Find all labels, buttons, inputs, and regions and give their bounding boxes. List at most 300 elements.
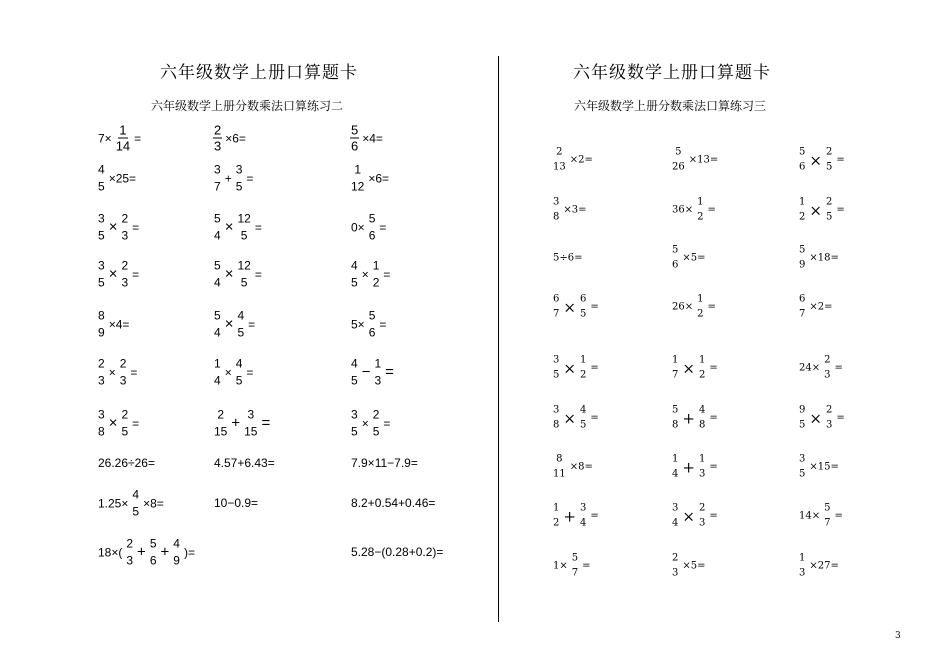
fraction bbox=[97, 213, 106, 242]
denominator: 5 bbox=[351, 424, 358, 439]
denominator: 5 bbox=[579, 308, 587, 320]
denominator: 7 bbox=[824, 517, 831, 529]
fraction bbox=[552, 148, 567, 173]
denominator: 15 bbox=[214, 424, 228, 439]
fraction bbox=[671, 406, 679, 431]
expression-text: 7.9×11−7.9= bbox=[351, 456, 418, 470]
numerator: 4 bbox=[351, 258, 358, 273]
problem-l-r3-c2 bbox=[212, 213, 264, 242]
problem-r-r8-c1 bbox=[551, 504, 601, 529]
numerator: 3 bbox=[579, 502, 587, 514]
denominator: 5 bbox=[132, 504, 140, 519]
expression-text: 5× bbox=[351, 317, 365, 331]
problem-r-r1-c2 bbox=[670, 148, 720, 173]
expression-text: = bbox=[590, 412, 599, 424]
problem-r-r3-c3 bbox=[797, 246, 841, 271]
problem-l-r8-c3 bbox=[349, 456, 420, 470]
denominator: 9 bbox=[98, 325, 105, 340]
numerator: 5 bbox=[675, 146, 682, 158]
expression-text: × bbox=[809, 201, 822, 219]
problem-r-r4-c2 bbox=[670, 295, 718, 320]
fraction bbox=[235, 358, 244, 387]
denominator: 5 bbox=[235, 179, 243, 194]
denominator: 5 bbox=[235, 373, 243, 388]
fraction bbox=[671, 455, 679, 480]
fraction bbox=[825, 406, 833, 431]
expression-text: 14× bbox=[799, 510, 821, 522]
problem-r-r1-c3 bbox=[797, 148, 847, 173]
denominator: 3 bbox=[121, 228, 129, 243]
denominator: 5 bbox=[579, 419, 587, 431]
fraction bbox=[552, 455, 567, 480]
numerator: 5 bbox=[571, 552, 579, 564]
expression-text: = bbox=[836, 204, 845, 216]
fraction bbox=[368, 213, 377, 242]
expression-text: × bbox=[108, 365, 116, 379]
numerator: 2 bbox=[98, 356, 105, 371]
fraction bbox=[671, 356, 679, 381]
numerator: 1 bbox=[697, 293, 704, 305]
denominator: 3 bbox=[698, 468, 706, 480]
numerator: 1 bbox=[697, 196, 704, 208]
numerator: 6 bbox=[579, 293, 587, 305]
denominator: 4 bbox=[214, 228, 221, 243]
numerator: 4 bbox=[351, 356, 358, 371]
numerator: 2 bbox=[556, 146, 563, 158]
denominator: 8 bbox=[698, 419, 706, 431]
expression-text: 5.28−(0.28+0.2)= bbox=[351, 545, 444, 559]
problem-r-r4-c3 bbox=[797, 295, 835, 320]
denominator: 8 bbox=[553, 211, 560, 223]
denominator: 8 bbox=[672, 419, 679, 431]
problem-l-r8-c2 bbox=[212, 456, 277, 470]
expression-text: )= bbox=[183, 545, 195, 559]
expression-text: 26.26÷26= bbox=[98, 456, 155, 470]
expression-text: 0× bbox=[351, 220, 365, 234]
expression-text: ×8= bbox=[143, 496, 164, 510]
expression-text: 1.25× bbox=[98, 496, 129, 510]
denominator: 4 bbox=[579, 517, 587, 529]
expression-text: = bbox=[836, 412, 845, 424]
numerator: 5 bbox=[799, 146, 806, 158]
fraction bbox=[798, 295, 806, 320]
numerator: 2 bbox=[698, 502, 706, 514]
problem-r-r5-c3 bbox=[797, 356, 845, 381]
denominator: 9 bbox=[173, 553, 180, 568]
numerator: 2 bbox=[825, 404, 833, 416]
problem-l-r3-c3 bbox=[349, 213, 388, 242]
numerator: 1 bbox=[214, 356, 221, 371]
expression-text: ×13= bbox=[688, 154, 719, 166]
denominator: 3 bbox=[799, 567, 806, 579]
expression-text: × bbox=[224, 265, 234, 283]
expression-text: × bbox=[809, 151, 822, 169]
fraction bbox=[571, 554, 579, 579]
fraction bbox=[236, 260, 251, 289]
numerator: 9 bbox=[799, 404, 806, 416]
problem-l-r2-c3 bbox=[349, 164, 391, 193]
fraction bbox=[798, 148, 806, 173]
denominator: 4 bbox=[672, 517, 679, 529]
fraction bbox=[698, 356, 706, 381]
expression-text: = bbox=[707, 301, 716, 313]
denominator: 5 bbox=[553, 369, 560, 381]
expression-text: = bbox=[261, 414, 271, 432]
fraction bbox=[213, 213, 222, 242]
numerator: 5 bbox=[799, 244, 806, 256]
fraction bbox=[552, 295, 560, 320]
problem-l-r4-c1 bbox=[96, 260, 141, 289]
numerator: 2 bbox=[121, 211, 129, 226]
expression-text: = bbox=[709, 510, 718, 522]
denominator: 6 bbox=[368, 228, 376, 243]
denominator: 7 bbox=[799, 308, 806, 320]
left-page-subtitle: 六年级数学上册分数乘法口算练习二 bbox=[151, 99, 344, 113]
expression-text: ×18= bbox=[809, 252, 839, 264]
problem-r-r9-c1 bbox=[551, 554, 593, 579]
problem-l-r5-c1 bbox=[96, 310, 131, 339]
denominator: 3 bbox=[698, 517, 706, 529]
expression-text: = bbox=[709, 461, 718, 473]
numerator: 1 bbox=[374, 356, 382, 371]
denominator: 7 bbox=[672, 369, 679, 381]
numerator: 1 bbox=[698, 453, 706, 465]
problem-l-r6-c2 bbox=[212, 358, 255, 387]
expression-text: 24× bbox=[799, 362, 821, 374]
problem-l-r10-c3 bbox=[349, 545, 445, 559]
fraction bbox=[350, 358, 359, 387]
denominator: 4 bbox=[214, 325, 221, 340]
fraction bbox=[120, 409, 129, 438]
problem-r-r2-c1 bbox=[551, 198, 589, 223]
numerator: 12 bbox=[237, 211, 251, 226]
problem-l-r1-c3 bbox=[349, 124, 385, 153]
fraction bbox=[825, 148, 833, 173]
expression-text: × bbox=[224, 365, 232, 379]
expression-text: ×2= bbox=[569, 154, 593, 166]
expression-text: = bbox=[836, 154, 845, 166]
numerator: 4 bbox=[235, 356, 243, 371]
problem-r-r7-c3 bbox=[797, 455, 841, 480]
fraction bbox=[579, 504, 587, 529]
problem-r-r9-c2 bbox=[670, 554, 708, 579]
fraction bbox=[579, 356, 587, 381]
problem-l-r8-c1 bbox=[96, 456, 157, 470]
expression-text: + bbox=[682, 409, 695, 427]
expression-text: + bbox=[160, 543, 170, 561]
denominator: 3 bbox=[824, 369, 831, 381]
fraction bbox=[149, 538, 158, 567]
fraction bbox=[798, 455, 806, 480]
numerator: 5 bbox=[214, 211, 221, 226]
expression-text: ×27= bbox=[809, 560, 839, 572]
denominator: 6 bbox=[368, 325, 376, 340]
expression-text: ×25= bbox=[108, 171, 137, 185]
expression-text: + bbox=[224, 171, 232, 185]
problem-l-r7-c3 bbox=[349, 409, 392, 438]
problem-l-r5-c2 bbox=[212, 310, 257, 339]
denominator: 5 bbox=[98, 275, 105, 290]
fraction bbox=[243, 409, 258, 438]
numerator: 2 bbox=[126, 536, 134, 551]
numerator: 3 bbox=[214, 162, 221, 177]
fraction bbox=[373, 358, 382, 387]
numerator: 1 bbox=[553, 502, 560, 514]
denominator: 2 bbox=[697, 308, 704, 320]
numerator: 1 bbox=[672, 453, 679, 465]
expression-text: × bbox=[809, 409, 822, 427]
denominator: 4 bbox=[214, 373, 221, 388]
problem-l-r9-c3 bbox=[349, 496, 437, 510]
fraction bbox=[115, 124, 131, 153]
numerator: 4 bbox=[98, 162, 105, 177]
numerator: 1 bbox=[672, 354, 679, 366]
denominator: 7 bbox=[571, 567, 579, 579]
expression-text: ×15= bbox=[809, 461, 839, 473]
denominator: 2 bbox=[698, 369, 706, 381]
numerator: 5 bbox=[672, 404, 679, 416]
expression-text: = bbox=[379, 317, 387, 331]
numerator: 12 bbox=[237, 258, 251, 273]
numerator: 2 bbox=[372, 407, 380, 422]
problem-r-r2-c2 bbox=[670, 198, 718, 223]
problem-r-r3-c2 bbox=[670, 246, 708, 271]
numerator: 5 bbox=[824, 502, 831, 514]
denominator: 6 bbox=[799, 161, 806, 173]
fraction bbox=[368, 310, 377, 339]
denominator: 5 bbox=[240, 275, 248, 290]
expression-text: = bbox=[246, 171, 254, 185]
expression-text: = bbox=[834, 362, 843, 374]
expression-text: = bbox=[590, 510, 599, 522]
expression-text: 36× bbox=[672, 204, 694, 216]
expression-text: × bbox=[361, 267, 369, 281]
fraction bbox=[236, 310, 245, 339]
expression-text: ×5= bbox=[682, 252, 706, 264]
denominator: 3 bbox=[374, 373, 382, 388]
denominator: 3 bbox=[121, 275, 129, 290]
problem-l-r5-c3 bbox=[349, 310, 388, 339]
fraction bbox=[825, 198, 833, 223]
numerator: 1 bbox=[799, 196, 806, 208]
expression-text: 8.2+0.54+0.46= bbox=[351, 496, 436, 510]
fraction bbox=[213, 409, 228, 438]
denominator: 14 bbox=[115, 138, 131, 154]
denominator: 13 bbox=[553, 161, 566, 173]
denominator: 5 bbox=[351, 275, 358, 290]
expression-text: = bbox=[383, 416, 391, 430]
numerator: 2 bbox=[217, 407, 225, 422]
expression-text: = bbox=[383, 267, 391, 281]
denominator: 8 bbox=[98, 424, 105, 439]
expression-text: = bbox=[590, 301, 599, 313]
fraction bbox=[120, 260, 129, 289]
fraction bbox=[671, 246, 679, 271]
expression-text: = bbox=[254, 220, 262, 234]
fraction bbox=[552, 406, 560, 431]
problem-l-r4-c2 bbox=[212, 260, 264, 289]
expression-text: = bbox=[246, 365, 254, 379]
denominator: 3 bbox=[126, 553, 134, 568]
denominator: 4 bbox=[672, 468, 679, 480]
numerator: 5 bbox=[368, 211, 376, 226]
expression-text: ×2= bbox=[809, 301, 833, 313]
expression-text: = bbox=[709, 362, 718, 374]
denominator: 9 bbox=[799, 259, 806, 271]
fraction bbox=[172, 538, 181, 567]
numerator: 3 bbox=[98, 407, 105, 422]
denominator: 11 bbox=[553, 468, 566, 480]
expression-text: + bbox=[563, 507, 576, 525]
fraction bbox=[698, 455, 706, 480]
denominator: 6 bbox=[149, 553, 157, 568]
denominator: 3 bbox=[98, 373, 105, 388]
problem-r-r7-c1 bbox=[551, 455, 595, 480]
expression-text: = bbox=[582, 560, 591, 572]
numerator: 3 bbox=[247, 407, 255, 422]
expression-text: ×4= bbox=[108, 317, 130, 331]
fraction bbox=[97, 358, 106, 387]
problem-l-r9-c1 bbox=[96, 489, 166, 518]
fraction bbox=[698, 504, 706, 529]
problem-r-r8-c3 bbox=[797, 504, 845, 529]
fraction bbox=[97, 260, 106, 289]
problem-l-r7-c2 bbox=[212, 409, 272, 438]
fraction bbox=[350, 124, 359, 153]
denominator: 3 bbox=[825, 419, 833, 431]
denominator: 5 bbox=[121, 424, 129, 439]
expression-text: = bbox=[709, 412, 718, 424]
fraction bbox=[579, 295, 587, 320]
numerator: 3 bbox=[799, 453, 806, 465]
fraction bbox=[372, 260, 381, 289]
problem-l-r1-c2 bbox=[212, 124, 248, 153]
numerator: 3 bbox=[553, 196, 560, 208]
numerator: 1 bbox=[354, 162, 362, 177]
problem-r-r1-c1 bbox=[551, 148, 595, 173]
fraction bbox=[131, 489, 140, 518]
problem-r-r8-c2 bbox=[670, 504, 720, 529]
fraction bbox=[213, 358, 222, 387]
expression-text: ×3= bbox=[563, 204, 587, 216]
numerator: 4 bbox=[132, 487, 140, 502]
expression-text: = bbox=[834, 510, 843, 522]
denominator: 2 bbox=[553, 517, 560, 529]
fraction bbox=[213, 260, 222, 289]
numerator: 5 bbox=[368, 308, 376, 323]
problem-l-r2-c1 bbox=[96, 164, 138, 193]
numerator: 3 bbox=[235, 162, 243, 177]
expression-text: = bbox=[132, 220, 140, 234]
problem-l-r4-c3 bbox=[349, 260, 392, 289]
numerator: 6 bbox=[553, 293, 560, 305]
denominator: 6 bbox=[351, 138, 359, 154]
expression-text: × bbox=[361, 416, 369, 430]
numerator: 2 bbox=[672, 552, 679, 564]
problem-r-r5-c2 bbox=[670, 356, 720, 381]
problem-l-r9-c2 bbox=[212, 496, 260, 510]
fraction bbox=[213, 164, 222, 193]
fraction bbox=[119, 358, 128, 387]
expression-text: = bbox=[132, 416, 140, 430]
fraction bbox=[798, 246, 806, 271]
fraction bbox=[552, 504, 560, 529]
denominator: 5 bbox=[799, 419, 806, 431]
page-number: 3 bbox=[895, 631, 901, 641]
problem-r-r6-c2 bbox=[670, 406, 720, 431]
fraction bbox=[350, 164, 365, 193]
denominator: 5 bbox=[372, 424, 380, 439]
denominator: 5 bbox=[98, 179, 105, 194]
expression-text: ×6= bbox=[368, 171, 390, 185]
numerator: 2 bbox=[214, 122, 222, 138]
expression-text: × bbox=[563, 298, 576, 316]
expression-text: 1× bbox=[553, 560, 568, 572]
numerator: 3 bbox=[351, 407, 358, 422]
fraction bbox=[671, 554, 679, 579]
expression-text: × bbox=[108, 218, 118, 236]
numerator: 4 bbox=[173, 536, 180, 551]
fraction bbox=[823, 504, 831, 529]
expression-text: 7× bbox=[98, 131, 112, 145]
problem-r-r6-c1 bbox=[551, 406, 601, 431]
expression-text: 4.57+6.43= bbox=[214, 456, 275, 470]
expression-text: ×4= bbox=[362, 131, 383, 145]
denominator: 5 bbox=[825, 161, 833, 173]
numerator: 5 bbox=[672, 244, 679, 256]
problem-l-r3-c1 bbox=[96, 213, 141, 242]
expression-text: + bbox=[682, 458, 695, 476]
denominator: 5 bbox=[825, 211, 833, 223]
fraction bbox=[236, 213, 251, 242]
numerator: 3 bbox=[553, 404, 560, 416]
expression-text: ×6= bbox=[225, 131, 246, 145]
numerator: 4 bbox=[237, 308, 245, 323]
fraction bbox=[671, 148, 686, 173]
numerator: 4 bbox=[579, 404, 587, 416]
numerator: 2 bbox=[119, 356, 127, 371]
right-page-subtitle: 六年级数学上册分数乘法口算练习三 bbox=[574, 99, 767, 113]
fraction bbox=[97, 164, 106, 193]
fraction bbox=[696, 198, 704, 223]
numerator: 2 bbox=[121, 407, 129, 422]
fraction bbox=[552, 198, 560, 223]
denominator: 3 bbox=[119, 373, 127, 388]
expression-text: × bbox=[224, 315, 234, 333]
expression-text: = bbox=[254, 267, 262, 281]
numerator: 6 bbox=[799, 293, 806, 305]
numerator: 8 bbox=[98, 308, 105, 323]
expression-text: = bbox=[130, 365, 138, 379]
fraction bbox=[372, 409, 381, 438]
denominator: 2 bbox=[697, 211, 704, 223]
denominator: 5 bbox=[351, 373, 358, 388]
fraction bbox=[235, 164, 244, 193]
numerator: 1 bbox=[799, 552, 806, 564]
numerator: 4 bbox=[698, 404, 706, 416]
fraction bbox=[125, 538, 134, 567]
fraction bbox=[671, 504, 679, 529]
expression-text: = bbox=[248, 317, 256, 331]
numerator: 2 bbox=[825, 146, 833, 158]
fraction bbox=[579, 406, 587, 431]
expression-text: 10−0.9= bbox=[214, 496, 259, 510]
numerator: 1 bbox=[698, 354, 706, 366]
numerator: 5 bbox=[149, 536, 157, 551]
problem-r-r9-c3 bbox=[797, 554, 841, 579]
denominator: 5 bbox=[237, 325, 245, 340]
denominator: 3 bbox=[672, 567, 679, 579]
